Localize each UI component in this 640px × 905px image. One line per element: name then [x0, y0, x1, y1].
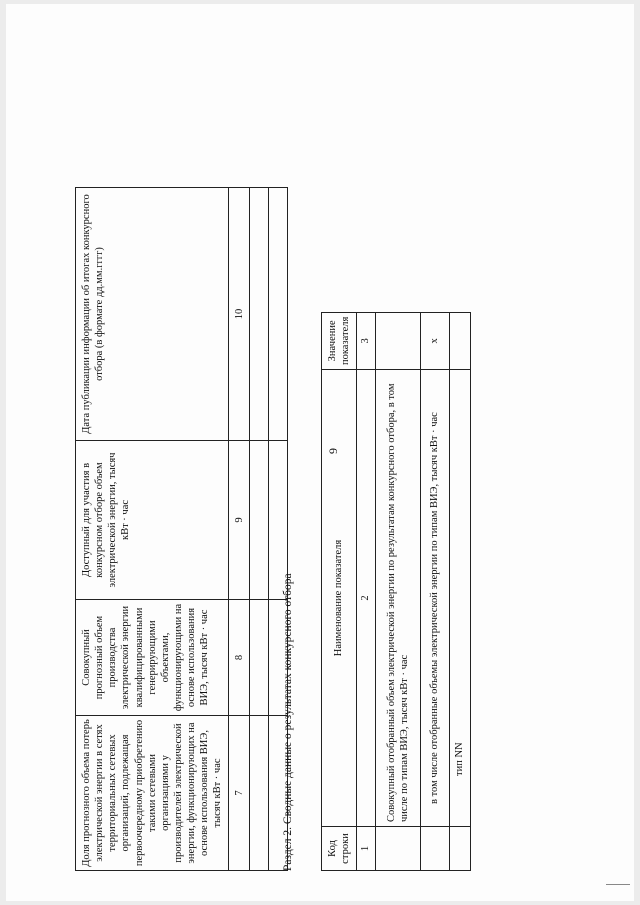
header-cell: Совокупный прогнозный объем производства электрической энергии квалифицированными генерирующими объектами, функционирующими на основе использования ВИЭ, тысяч кВт · час	[76, 600, 229, 716]
row-code	[450, 827, 471, 871]
table-cell	[250, 188, 269, 441]
row-name: тип NN	[450, 370, 471, 827]
header-cell: Доступный для участия в конкурсном отборе объем электрической энергии, тысяч кВт · час	[76, 441, 229, 600]
header-cell: Наименование показателя	[322, 370, 357, 827]
header-cell: Доля прогнозного объема потерь электрической энергии в сетях территориальных сетевых организаций, подлежащая первоочередному приобретению такими сетевыми организациями у производителей электрической энергии, функционирующих на основе использования ВИЭ, тысяч кВт · час	[76, 716, 229, 871]
column-number: 3	[357, 312, 376, 369]
column-number: 1	[357, 827, 376, 871]
column-number: 9	[229, 441, 250, 600]
table-row	[376, 312, 421, 870]
column-number: 8	[229, 600, 250, 716]
column-number: 7	[229, 716, 250, 871]
table-row	[450, 312, 471, 870]
row-value	[376, 312, 421, 369]
table-row	[421, 312, 450, 870]
row-name: в том числе отобранные объемы электрической энергии по типам ВИЭ, тысяч кВт · час	[421, 370, 450, 827]
header-cell: Значение показателя	[322, 312, 357, 369]
table-cell	[250, 441, 269, 600]
section-2-caption: Раздел 2. Сводные данные о результатах конкурсного отбора	[282, 573, 294, 871]
row-value	[450, 312, 471, 369]
edge-mark	[606, 884, 630, 885]
document-page	[6, 4, 634, 901]
table-row	[250, 188, 269, 871]
row-code	[421, 827, 450, 871]
row-code	[376, 827, 421, 871]
table-cell	[250, 600, 269, 716]
rotated-content	[6, 4, 634, 901]
column-number: 10	[229, 188, 250, 441]
table-header-row	[76, 188, 229, 871]
row-value: x	[421, 312, 450, 369]
results-summary-table	[321, 312, 471, 871]
column-number-row	[229, 188, 250, 871]
column-number: 2	[357, 370, 376, 827]
header-cell: Дата публикации информации об итогах конкурсного отбора (в формате дд.мм.гггг)	[76, 188, 229, 441]
forecast-volumes-table	[75, 187, 288, 871]
table-header-row	[322, 312, 357, 870]
table-cell	[269, 188, 288, 441]
column-number-row	[357, 312, 376, 870]
page-number: 9	[325, 448, 340, 454]
header-cell: Код строки	[322, 827, 357, 871]
table-cell	[250, 716, 269, 871]
row-name: Совокупный отобранный объем электрической энергии по результатам конкурсного отбора, в том числе по типам ВИЭ, тысяч кВт · час	[376, 370, 421, 827]
